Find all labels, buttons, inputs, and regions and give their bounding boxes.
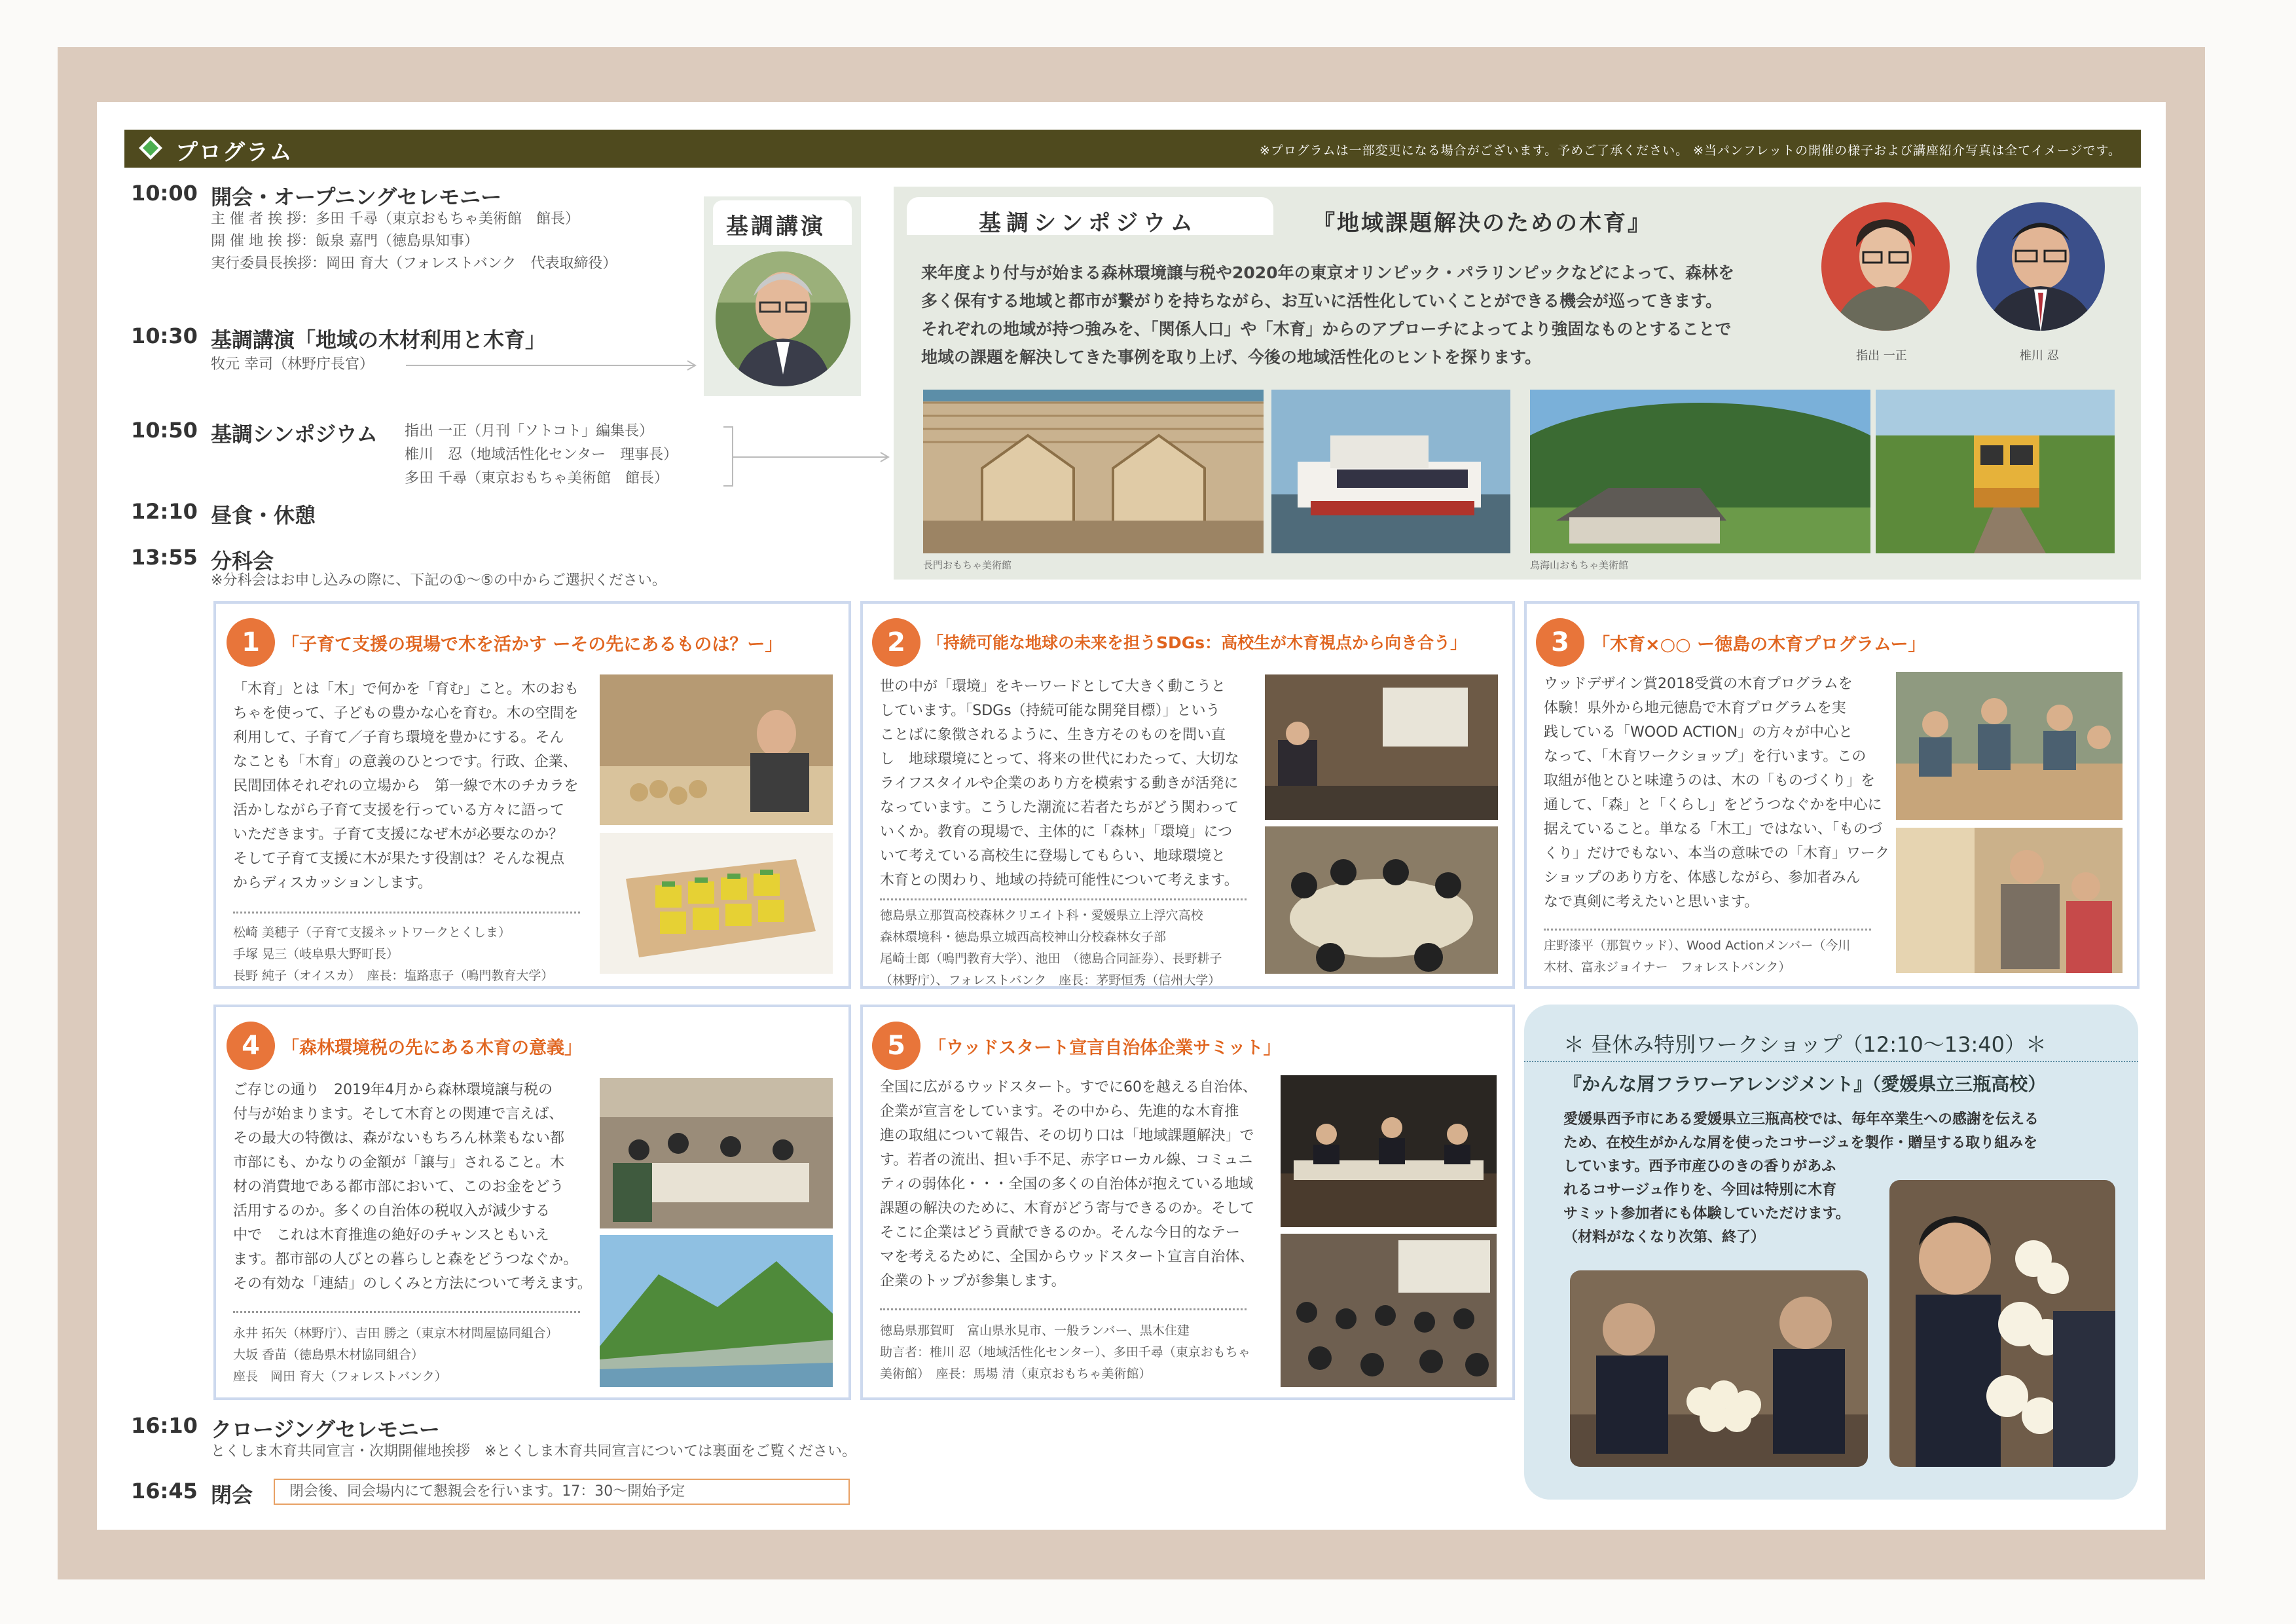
session-5-photo-1: [1281, 1075, 1497, 1227]
photo-caption-1: 長門おもちゃ美術館: [923, 559, 1012, 571]
symposium-title: 『地域課題解決のための木育』: [1313, 210, 1652, 236]
workshop-body-4: れるコサージュ作りを、今回は特別に木育: [1563, 1182, 1837, 1198]
session-people-4-2: 大坂 香苗（徳島県木材協同組合）: [233, 1348, 424, 1362]
keynote-speaker: 牧元 幸司（林野庁長官）: [211, 356, 374, 373]
panelist-3: 多田 千尋（東京おもちゃ美術館 館長）: [405, 470, 668, 487]
symposium-text-3: それぞれの地域が持つ強みを、「関係人口」や「木育」からのアプローチによってより強固なものとすることで: [921, 320, 1732, 339]
symposium-box: [894, 187, 2141, 580]
workshop-subtitle: 『かんな屑フラワーアレンジメント』（愛媛県立三瓶高校）: [1563, 1073, 2047, 1095]
session-body-4-2: 付与が始まります。そして木育との関連で言えば、: [233, 1106, 564, 1122]
workshop-photo-2: [1889, 1180, 2115, 1467]
session-body-3-6: 通して、「森」と「くらし」をどうつなぐかを中心に: [1544, 797, 1882, 813]
lunch-workshop-box: [1524, 1005, 2138, 1500]
symposium-arrow: [723, 426, 894, 491]
time-1050: 10:50: [131, 418, 198, 443]
session-people-5-2: 助言者：椎川 忍（地域活性化センター）、多田千尋（東京おもちゃ: [880, 1345, 1250, 1359]
session-body-4-8: ます。都市部の人びとの暮らしと森をどうつなぐか。: [233, 1251, 578, 1268]
wooden-boat-photo: [1271, 390, 1510, 553]
reception-note: 閉会後、同会場内にて懇親会を行います。17：30～開始予定: [274, 1479, 850, 1505]
session-body-5-1: 全国に広がるウッドスタート。すでに60を越える自治体、: [880, 1079, 1258, 1096]
session-body-3-3: 践している「WOOD ACTION」の方々が中心と: [1544, 724, 1853, 741]
session-people-3-2: 木材、富永ジョイナー フォレストバンク）: [1544, 960, 1791, 974]
session-number-3: 3: [1536, 618, 1584, 667]
panelist-name-1: 指出 一正: [1856, 349, 1907, 363]
session-body-5-9: 企業のトップが参集します。: [880, 1273, 1066, 1289]
session-title-4: 「森林環境税の先にある木育の意義」: [282, 1038, 582, 1058]
time-1000: 10:00: [131, 181, 198, 206]
session-people-1-3: 長野 純子（オイスカ） 座長：塩路恵子（鳴門教育大学）: [233, 969, 554, 983]
session-body-2-7: いくか。教育の現場で、主体的に「森林」「環境」につ: [880, 824, 1233, 840]
photo-caption-2: 鳥海山おもちゃ美術館: [1530, 559, 1629, 571]
session-title-5: 「ウッドスタート宣言自治体企業サミット」: [928, 1038, 1281, 1058]
session-body-2-5: ライフスタイルや企業のあり方を模索する動きが活発に: [880, 775, 1239, 792]
time-1030: 10:30: [131, 323, 198, 348]
section-title: プログラム: [175, 139, 293, 166]
session-body-1-4: なことも「木育」の意義のひとつです。行政、企業、: [233, 754, 577, 770]
session-body-4-5: 材の消費地である都市部において、このお金をどう: [233, 1179, 564, 1195]
keynote-speaker-photo: [714, 250, 852, 388]
session-body-3-5: 取組が他とひと味違うのは、木の「ものづくり」を: [1544, 773, 1876, 789]
session-body-5-8: マを考えるために、全国からウッドスタート宣言自治体、: [880, 1249, 1254, 1265]
session-people-4-3: 座長 岡田 育大（フォレストバンク）: [233, 1369, 447, 1384]
session-body-2-1: 世の中が「環境」をキーワードとして大きく動こうと: [880, 678, 1226, 695]
session-3-photo-2: [1896, 828, 2123, 973]
symposium-text-1: 来年度より付与が始まる森林環境譲与税や2020年の東京オリンピック・パラリンピックなどによって、森林を: [921, 263, 1735, 282]
session-body-2-4: し 地球環境にとって、将来の世代にわたって、大切な: [880, 751, 1239, 767]
keynote-title: 基調講演「地域の木材利用と木育」: [211, 327, 547, 352]
symposium-label: 基調シンポジウム: [979, 210, 1198, 236]
time-1645: 16:45: [131, 1479, 198, 1504]
session-people-2-2: 森林環境科・徳島県立城西高校神山分校森林女子部: [880, 930, 1167, 944]
session-body-3-10: なで真剣に考えたいと思います。: [1544, 894, 1759, 910]
session-body-5-5: ティの弱体化・・・全国の多くの自治体が抱えている地域: [880, 1176, 1254, 1192]
symposium-text-4: 地域の課題を解決してきた事例を取り上げ、今後の地域活性化のヒントを探ります。: [921, 348, 1542, 367]
session-people-1-1: 松崎 美穂子（子育て支援ネットワークとくしま）: [233, 925, 511, 940]
session-2-photo-2: [1265, 826, 1498, 974]
session-body-1-6: 活かしながら子育て支援を行っている方々に語って: [233, 802, 565, 819]
session-people-2-1: 徳島県立那賀高校森林クリエイト科・愛媛県立上浮穴高校: [880, 908, 1203, 923]
session-body-2-8: いて考えている高校生に登場してもらい、地球環境と: [880, 848, 1226, 864]
session-body-1-2: ちゃを使って、子どもの豊かな心を育む。木の空間を: [233, 705, 579, 722]
session-body-2-6: なっています。こうした潮流に若者たちがどう関わって: [880, 800, 1239, 816]
session-body-4-7: 中で これは木育推進の絶好のチャンスともいえ: [233, 1227, 549, 1244]
session-body-2-9: 木育との関わり、地域の持続可能性について考えます。: [880, 872, 1239, 889]
session-1-photo-2: [600, 833, 833, 974]
local-train-photo: [1876, 390, 2115, 553]
session-body-4-6: 活用するのか。多くの自治体の税収入が減少する: [233, 1203, 551, 1219]
session-body-3-1: ウッドデザイン賞2018受賞の木育プログラムを: [1544, 676, 1853, 692]
session-body-4-3: その最大の特徴は、森がないもちろん林業もない都: [233, 1130, 565, 1147]
session-people-2-3: 尾崎士郎（鳴門教育大学）、池田 （徳島合同証券）、長野耕子: [880, 951, 1222, 966]
time-1210: 12:10: [131, 499, 198, 524]
session-body-1-9: からディスカッションします。: [233, 875, 432, 891]
leaf-diamond-icon: [137, 135, 164, 161]
session-body-1-1: 「木育」とは「木」で何かを「育む」こと。木のおも: [233, 681, 579, 697]
session-card-2: [860, 601, 1515, 989]
symposium-schedule-title: 基調シンポジウム: [211, 422, 378, 447]
toy-museum-interior-photo: [923, 390, 1264, 553]
session-body-2-3: ことばに象徴されるように、生き方そのものを問い直: [880, 727, 1226, 743]
session-people-3-1: 庄野漆平（那賀ウッド）、Wood Actionメンバー（今川: [1544, 938, 1851, 953]
opening-line-2: 開 催 地 挨 拶：飯泉 嘉門（徳島県知事）: [211, 233, 479, 249]
session-body-1-3: 利用して、子育て／子育ち環境を豊かにする。そん: [233, 729, 564, 746]
session-2-photo-1: [1265, 674, 1498, 820]
session-3-photo-1: [1896, 672, 2123, 820]
workshop-title: ＊ 昼休み特別ワークショップ（12:10～13:40）＊: [1563, 1032, 2047, 1057]
header-note: ※プログラムは一部変更になる場合がございます。予めご了承ください。 ※当パンフレットの開催の様子および講座紹介写真は全てイメージです。: [1259, 143, 2121, 158]
session-body-3-8: くり」だけでもない、本当の意味での「木育」ワーク: [1544, 845, 1890, 862]
workshop-body-5: サミット参加者にも体験していただけます。: [1563, 1206, 1850, 1222]
session-body-1-8: そして子育て支援に木が果たす役割は？そんな視点: [233, 851, 565, 867]
session-people-5-3: 美術館） 座長：馬場 清（東京おもちゃ美術館）: [880, 1367, 1152, 1381]
session-number-5: 5: [872, 1022, 920, 1070]
session-card-3: [1524, 601, 2140, 989]
session-1-photo-1: [600, 674, 833, 825]
workshop-body-3: しています。西予市産ひのきの香りがあふ: [1563, 1158, 1836, 1175]
session-body-1-5: 民間団体それぞれの立場から 第一線で木のチカラを: [233, 778, 579, 794]
keynote-label: 基調講演: [726, 213, 826, 240]
session-body-5-6: 課題の解決のために、木育がどう寄与できるのか。そして: [880, 1200, 1255, 1217]
session-body-3-9: ショップのあり方を、体感しながら、参加者みん: [1544, 870, 1861, 886]
panelist-2: 椎川 忍（地域活性化センター 理事長）: [405, 447, 678, 463]
session-body-5-7: そこに企業はどう貢献できるのか。そんな今日的なテー: [880, 1225, 1241, 1241]
forest-building-photo: [1530, 390, 1870, 553]
session-body-1-7: いただきます。子育て支援になぜ木が必要なのか？: [233, 826, 564, 843]
session-card-5: [860, 1005, 1515, 1400]
session-4-photo-1: [600, 1078, 833, 1228]
time-1355: 13:55: [131, 545, 198, 570]
session-card-1: [213, 601, 851, 989]
session-body-3-2: 体験！県外から地元徳島で木育プログラムを実: [1544, 700, 1846, 716]
keynote-arrow: [406, 359, 701, 372]
session-body-3-7: 据えていること。単なる「木工」ではない、「ものづ: [1544, 821, 1883, 838]
session-title-2: 「持続可能な地球の未来を担うSDGs：高校生が木育視点から向き合う」: [927, 633, 1467, 652]
breakout-note: ※分科会はお申し込みの際に、下記の①～⑤の中からご選択ください。: [211, 572, 666, 589]
opening-line-1: 主 催 者 挨 拶：多田 千尋（東京おもちゃ美術館 館長）: [211, 211, 579, 227]
panelist-photo-1: [1820, 201, 1951, 332]
session-body-2-2: しています。「SDGs（持続可能な開発目標）」という: [880, 703, 1220, 719]
session-body-5-2: 企業が宣言をしています。その中から、先進的な木育推: [880, 1103, 1239, 1120]
closing-line: とくしま木育共同宣言・次期開催地挨拶 ※とくしま木育共同宣言については裏面をご覧ください。: [211, 1443, 856, 1460]
session-body-4-4: 市部にも、かなりの金額が「譲与」されること。木: [233, 1154, 565, 1171]
workshop-body-1: 愛媛県西予市にある愛媛県立三瓶高校では、毎年卒業生への感謝を伝える: [1563, 1111, 2039, 1128]
workshop-photo-1: [1570, 1270, 1868, 1467]
workshop-body-2: ため、在校生がかんな屑を使ったコサージュを製作・贈呈する取り組みを: [1563, 1135, 2038, 1151]
opening-title: 開会・オープニングセレモニー: [211, 185, 502, 210]
session-people-2-4: （林野庁）、フォレストバンク 座長：茅野恒秀（信州大学）: [880, 973, 1221, 987]
session-5-photo-2: [1281, 1234, 1497, 1387]
session-number-2: 2: [872, 618, 920, 667]
session-body-5-3: 進の取組について報告、その切り口は「地域課題解決」で: [880, 1128, 1254, 1144]
closing-title: クロージングセレモニー: [211, 1417, 440, 1442]
session-4-photo-2: [600, 1235, 833, 1387]
session-body-4-1: ご存じの通り 2019年4月から森林環境譲与税の: [233, 1082, 553, 1098]
session-title-1: 「子育て支援の現場で木を活かす ーその先にあるものは？ー」: [282, 635, 783, 655]
keynote-box: [704, 196, 861, 396]
session-number-4: 4: [227, 1022, 275, 1070]
symposium-text-2: 多く保有する地域と都市が繋がりを持ちながら、お互いに活性化していくことができる機会が巡ってきます。: [921, 291, 1722, 310]
panelist-name-2: 椎川 忍: [2020, 349, 2059, 363]
session-people-1-2: 手塚 晃三（岐阜県大野町長）: [233, 947, 399, 961]
breakout-title: 分科会: [211, 549, 274, 574]
workshop-body-6: （材料がなくなり次第、終了）: [1563, 1229, 1766, 1246]
session-number-1: 1: [227, 618, 275, 667]
session-body-4-9: その有効な「連結」のしくみと方法について考えます。: [233, 1276, 592, 1292]
session-card-4: [213, 1005, 851, 1400]
session-body-5-4: す。若者の流出、担い手不足、赤字ローカル線、コミュニ: [880, 1152, 1253, 1168]
session-body-3-4: なって、「木育ワークショップ」を行います。この: [1544, 748, 1867, 765]
time-1610: 16:10: [131, 1413, 198, 1438]
session-people-4-1: 永井 拓矢（林野庁）、吉田 勝之（東京木材問屋協同組合）: [233, 1326, 558, 1340]
panelist-1: 指出 一正（月刊「ソトコト」編集長）: [405, 423, 654, 439]
opening-line-3: 実行委員長挨拶：岡田 育大（フォレストバンク 代表取締役）: [211, 255, 617, 272]
session-people-5-1: 徳島県那賀町 富山県氷見市、一般ランバー、黒木住建: [880, 1323, 1190, 1338]
lunch-title: 昼食・休憩: [211, 503, 316, 528]
program-header-bar: [124, 130, 2141, 168]
panelist-photo-2: [1975, 201, 2106, 332]
close-title: 閉会: [211, 1483, 253, 1507]
session-title-3: 「木育×○○ ー徳島の木育プログラムー」: [1592, 635, 1926, 655]
